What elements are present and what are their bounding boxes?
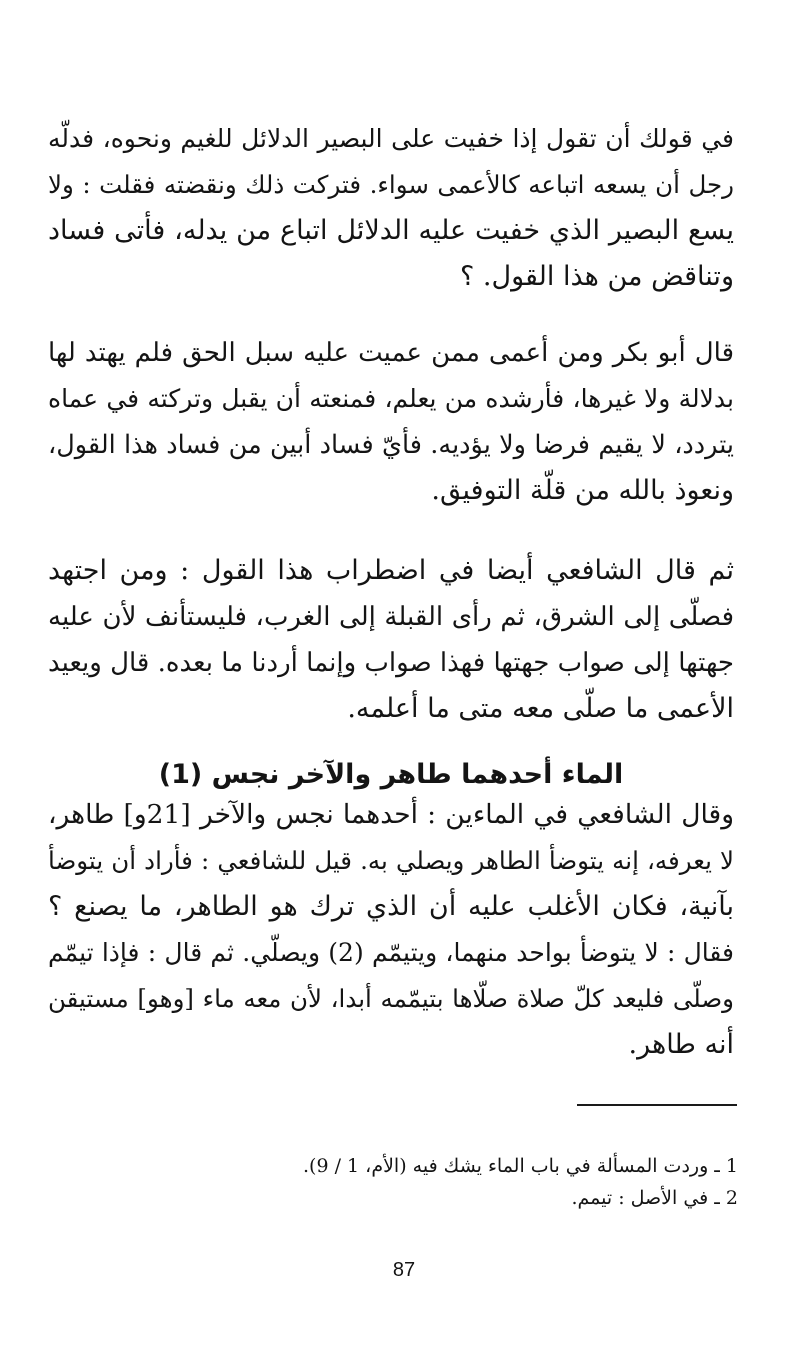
page-number: 87 (392, 1259, 416, 1281)
text-line: يتردد، لا يقيم فرضا ولا يؤديه. فأيّ فساد أبين من فساد هذا القول، (48, 430, 734, 460)
paragraph-2 (48, 330, 734, 514)
paragraph-3 (48, 548, 734, 732)
text-line: أنه طاهر. (628, 1029, 734, 1060)
text-line: بآنية، فكان الأغلب عليه أن الذي ترك هو الطاهر، ما يصنع ؟ (48, 891, 734, 922)
footnote-separator (577, 1104, 737, 1106)
footnotes (48, 1150, 738, 1214)
text-line: يسع البصير الذي خفيت عليه الدلائل اتباع من يدله، فأتى فساد (48, 215, 734, 246)
text-line: فقال : لا يتوضأ بواحد منهما، ويتيمّم (2) ويصلّي. ثم قال : فإذا تيمّم (48, 938, 735, 967)
text-line: قال أبو بكر ومن أعمى ممن عميت عليه سبل الحق فلم يهتد لها (48, 338, 734, 368)
text-line: رجل أن يسعه اتباعه كالأعمى سواء. فتركت ذلك ونقضته فقلت : ولا (48, 170, 734, 199)
text-line: وصلّى فليعد كلّ صلاة صلّاها بتيمّمه أبدا، لأن معه ماء [وهو] مستيقن (48, 984, 734, 1013)
paragraph-4 (48, 792, 734, 1068)
text-line: في قولك أن تقول إذا خفيت على البصير الدلائل للغيم ونحوه، فدلّه (48, 124, 734, 153)
text-line: فصلّى إلى الشرق، ثم رأى القبلة إلى الغرب، فليستأنف لأن عليه (48, 602, 734, 632)
paragraph-1 (48, 116, 734, 300)
text-line: ونعوذ بالله من قلّة التوفيق. (431, 475, 734, 506)
footnote-1: 1 ـ وردت المسألة في باب الماء يشك فيه (الأم، 1 / 9). (303, 1155, 738, 1177)
text-line: وقال الشافعي في الماءين : أحدهما نجس والآخر [21و] طاهر، (48, 799, 734, 830)
footnote-2: 2 ـ في الأصل : تيمم. (571, 1187, 738, 1209)
text-line: وتناقض من هذا القول. ؟ (459, 261, 734, 292)
text-line: جهتها إلى صواب جهتها فهذا صواب وإنما أردنا ما بعده. قال ويعيد (48, 648, 734, 678)
section-heading: الماء أحدهما طاهر والآخر نجس (1) (158, 759, 624, 790)
text-line: لا يعرفه، إنه يتوضأ الطاهر ويصلي به. قيل للشافعي : فأراد أن يتوضأ (48, 846, 734, 875)
text-line: ثم قال الشافعي أيضا في اضطراب هذا القول : ومن اجتهد (48, 555, 734, 586)
text-line: الأعمى ما صلّى معه متى ما أعلمه. (347, 693, 734, 724)
text-line: بدلالة ولا غيرها، فأرشده من يعلم، فمنعته أن يقبل وتركته في عماه (48, 384, 734, 413)
